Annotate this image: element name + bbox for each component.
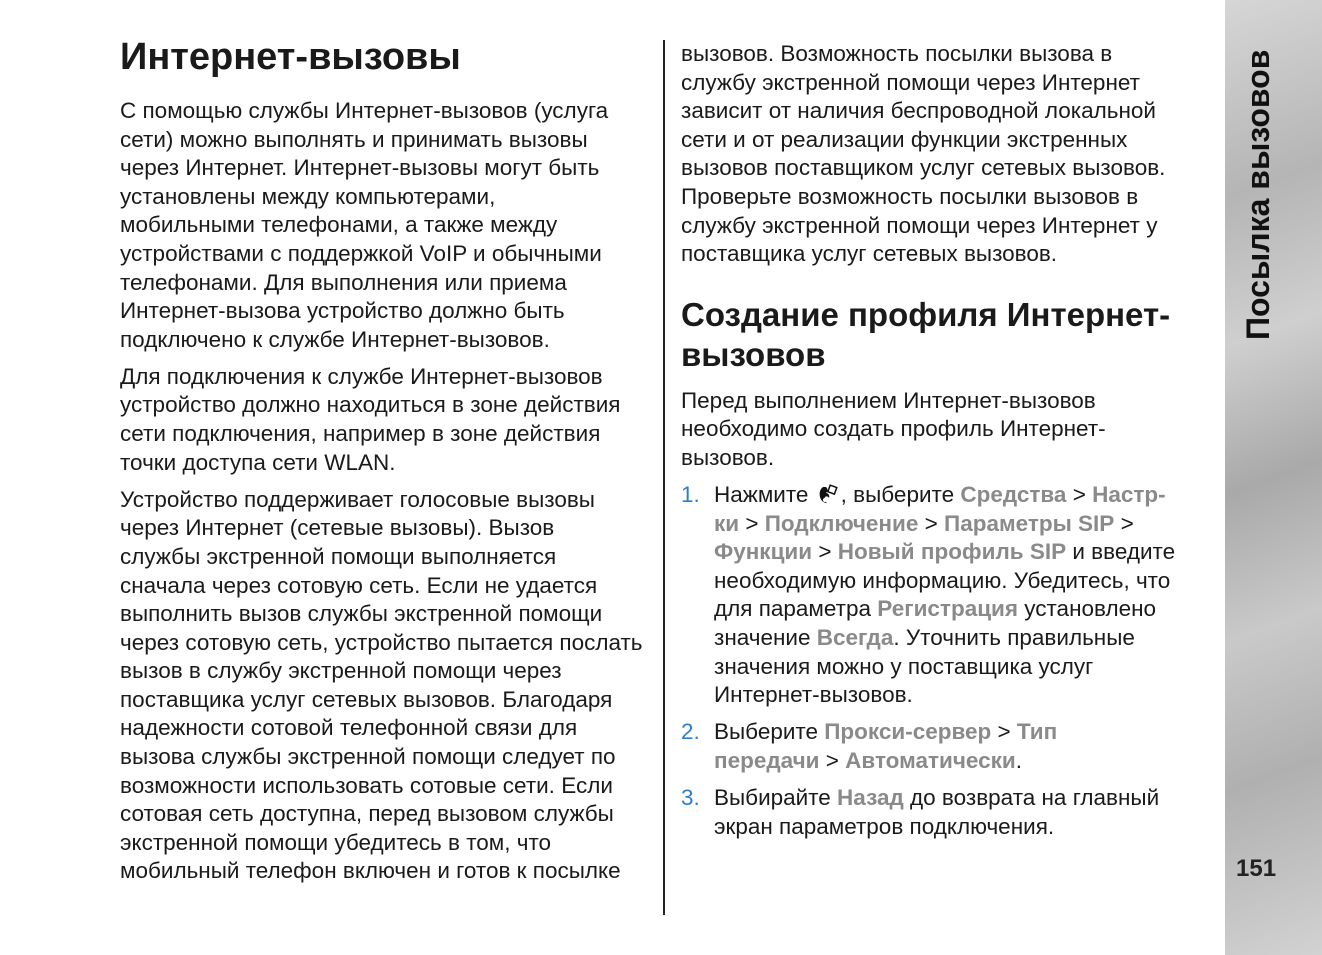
text-line: установлены между компьютерами, — [120, 183, 496, 209]
paragraph — [120, 486, 650, 886]
text-line: вызовов. Возможность посылки вызова в — [681, 41, 1113, 66]
text-segment: , выберите — [840, 482, 961, 508]
menu-path-term: передачи — [714, 747, 820, 773]
text-segment: > — [819, 747, 846, 773]
text-line: экстренной помощи убедитесь в том, что — [120, 829, 552, 855]
section-heading — [681, 295, 1211, 375]
column-divider — [663, 40, 665, 915]
text-segment: необходимую информацию. Убедитесь, что — [714, 567, 1171, 593]
text-line: Перед выполнением Интернет-вызовов — [681, 387, 1096, 413]
menu-key-icon — [817, 484, 839, 506]
text-line — [714, 510, 1211, 539]
text-line: мобильными телефонами, а также между — [120, 212, 558, 238]
text-line: надежности сотовой телефонной связи для — [120, 715, 578, 741]
text-line: поставщика услуг сетевых вызовов. — [681, 241, 1058, 267]
text-line: устройство должно находиться в зоне действия — [120, 392, 621, 418]
section-intro — [681, 387, 1211, 473]
text-line: выполнить вызов службы экстренной помощи — [120, 601, 603, 627]
paragraph — [120, 363, 650, 477]
text-line — [714, 481, 1211, 510]
text-line: вызовов поставщиком услуг сетевых вызовов. — [681, 155, 1166, 181]
text-line: подключено к службе Интернет-вызовов. — [120, 326, 550, 352]
text-line: вызова службы экстренной помощи следует по — [120, 744, 616, 770]
text-line — [714, 624, 1211, 653]
list-number: 1. — [681, 482, 700, 508]
text-line: через сотовую сеть, устройство пытается послать — [120, 629, 643, 655]
text-line: Создание профиля Интернет- — [681, 295, 1171, 333]
text-line — [714, 595, 1211, 624]
text-line: сети и от реализации функции экстренных — [681, 126, 1128, 152]
side-tab-title: Посылка вызовов — [1240, 49, 1276, 340]
text-line: необходимо создать профиль Интернет- — [681, 416, 1106, 442]
text-segment: установлено — [1018, 596, 1157, 622]
text-line: Для подключения к службе Интернет-вызовов — [120, 363, 603, 389]
left-column — [120, 97, 650, 895]
menu-path-term: Тип — [1016, 719, 1058, 745]
menu-path-term: Назад — [837, 784, 904, 810]
menu-path-term: Регистрация — [877, 596, 1018, 622]
text-segment: > — [1066, 482, 1093, 508]
text-segment: значения можно у поставщика услуг — [714, 653, 1094, 679]
text-line — [714, 813, 1211, 842]
text-line: сети подключения, например в зоне действия — [120, 421, 601, 447]
text-line — [714, 681, 1211, 710]
text-line: устройствами с поддержкой VoIP и обычными — [120, 240, 602, 266]
text-line — [714, 718, 1211, 747]
menu-path-term: Всегда — [816, 625, 894, 650]
text-line: поставщика услуг сетевых вызовов. Благодаря — [120, 686, 613, 712]
text-segment: . Уточнить правильные — [893, 625, 1135, 650]
text-line: Интернет-вызова устройство должно быть — [120, 298, 565, 324]
menu-path-term: Настр- — [1092, 482, 1166, 508]
text-segment: . — [1015, 747, 1022, 773]
text-line — [714, 784, 1211, 813]
text-line — [714, 538, 1211, 567]
list-item — [681, 718, 1211, 775]
paragraph — [681, 40, 1211, 269]
text-line: службы экстренной помощи выполняется — [120, 543, 557, 569]
text-line: через Интернет. Интернет-вызовы могут быть — [120, 155, 600, 181]
text-segment: > — [991, 719, 1017, 745]
text-segment: экран параметров подключения. — [714, 813, 1055, 839]
right-column — [681, 40, 1211, 850]
text-segment: до возврата на главный — [903, 784, 1160, 810]
list-item — [681, 784, 1211, 841]
page-title: Интернет-вызовы — [120, 36, 461, 78]
text-line: возможности использовать сотовые сети. Если — [120, 772, 613, 798]
text-segment: Выбирайте — [714, 784, 838, 810]
text-line: сотовая сеть доступна, перед вызовом службы — [120, 801, 614, 827]
menu-path-term: Новый профиль SIP — [837, 539, 1067, 565]
text-segment: Нажмите — [714, 482, 815, 508]
menu-path-term: Функции — [714, 539, 813, 565]
text-line: вызов в службу экстренной помощи через — [120, 658, 562, 684]
text-line: мобильный телефон включен и готов к посылке — [120, 858, 621, 884]
text-segment: Выберите — [714, 719, 825, 745]
text-line: вызовов — [681, 335, 826, 373]
text-line — [714, 567, 1211, 596]
text-line: точки доступа сети WLAN. — [120, 449, 396, 475]
text-line — [714, 747, 1211, 776]
steps-list — [681, 481, 1211, 841]
text-segment: значение — [714, 625, 817, 650]
text-line: С помощью службы Интернет-вызовов (услуга — [120, 98, 609, 123]
list-item — [681, 481, 1211, 710]
text-segment: для параметра — [714, 596, 878, 622]
menu-path-term: Прокси-сервер — [824, 719, 992, 745]
text-line: телефонами. Для выполнения или приема — [120, 269, 567, 295]
list-number: 2. — [681, 719, 700, 745]
text-line: сети) можно выполнять и принимать вызовы — [120, 126, 588, 152]
text-line: сначала через сотовую сеть. Если не удается — [120, 572, 598, 598]
text-line: через Интернет (сетевые вызовы). Вызов — [120, 515, 555, 541]
menu-path-term: ки — [714, 510, 740, 536]
menu-path-term: Средства — [960, 482, 1067, 508]
text-line: Проверьте возможность посылки вызовов в — [681, 183, 1139, 209]
menu-path-term: Автоматически — [845, 747, 1016, 773]
text-line: вызовов. — [681, 444, 775, 470]
text-line: Устройство поддерживает голосовые вызовы — [120, 486, 595, 512]
list-number: 3. — [681, 784, 700, 810]
text-segment: > — [918, 510, 945, 536]
text-segment: Интернет-вызовов. — [714, 682, 913, 708]
text-line: зависит от наличия беспроводной локальной — [681, 98, 1156, 124]
menu-path-term: Параметры SIP — [944, 510, 1115, 536]
text-line: службу экстренной помощи через Интернет — [681, 69, 1140, 95]
text-segment: и введите — [1066, 539, 1176, 565]
text-segment: > — [812, 539, 838, 565]
paragraph — [120, 97, 650, 354]
text-line: службу экстренной помощи через Интернет у — [681, 212, 1158, 238]
text-line — [714, 653, 1211, 682]
text-segment: > — [739, 510, 765, 536]
page-number: 151 — [1236, 855, 1277, 882]
text-segment: > — [1114, 510, 1134, 536]
menu-path-term: Подключение — [764, 510, 919, 536]
